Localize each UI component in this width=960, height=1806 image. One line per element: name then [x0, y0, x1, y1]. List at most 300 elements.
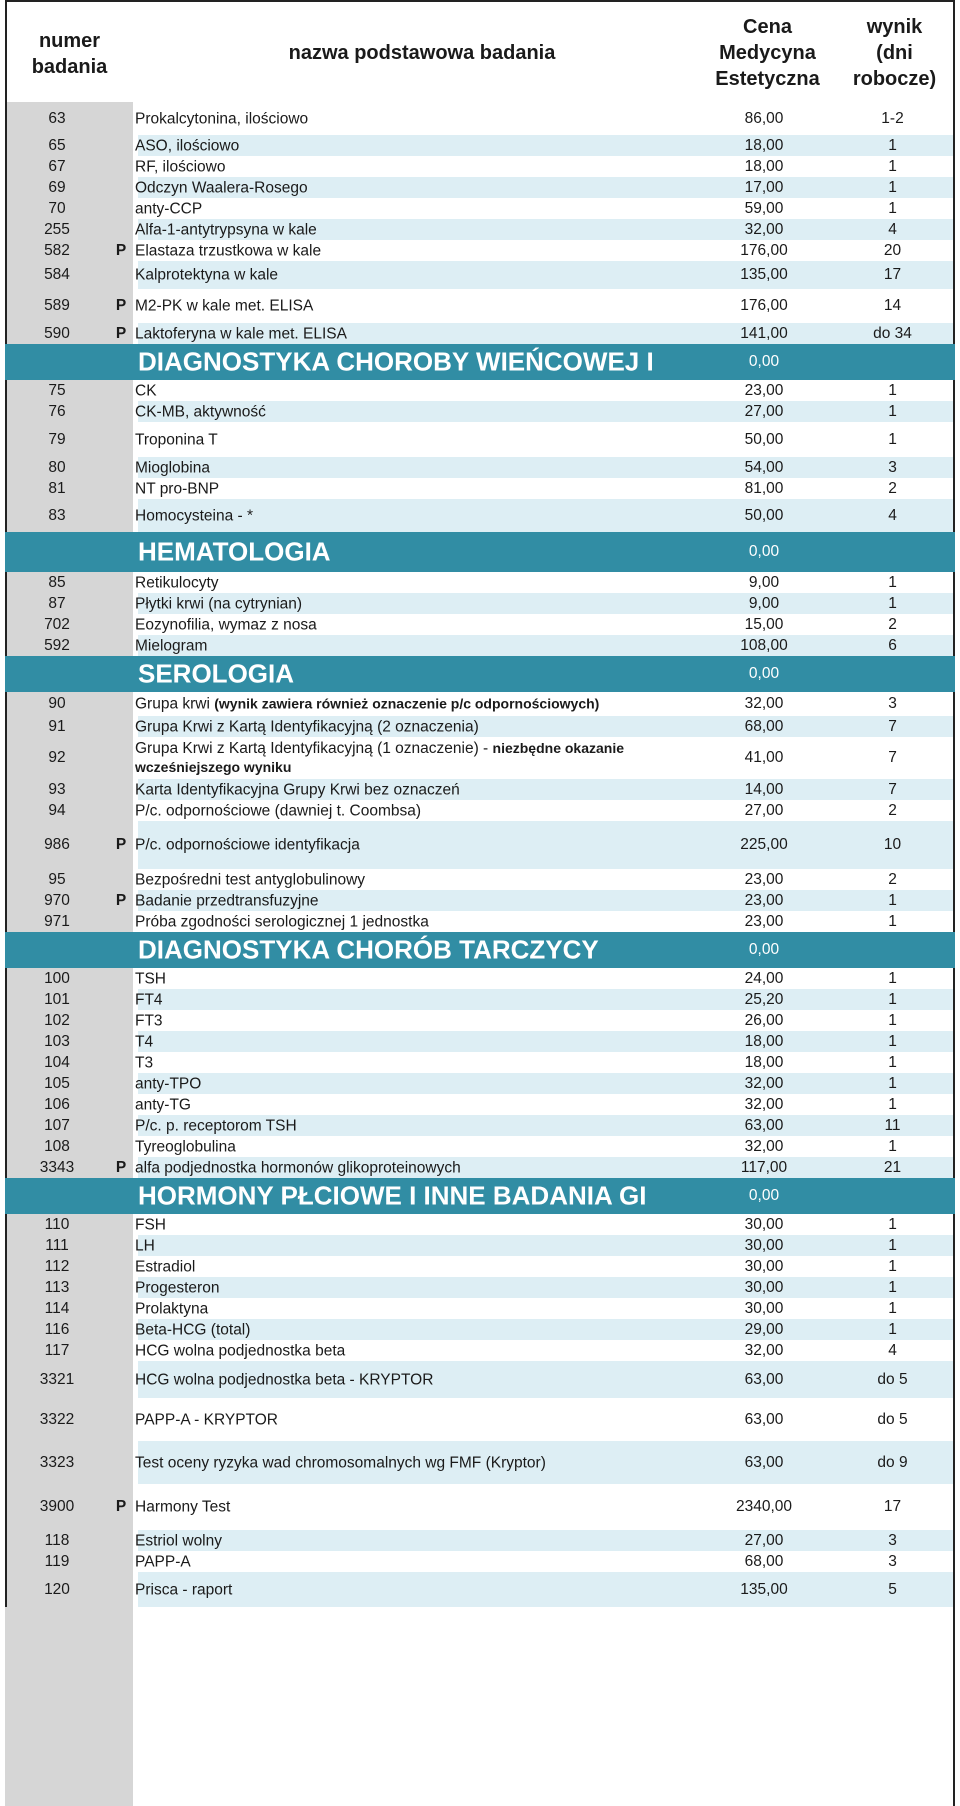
- test-name: [135, 1552, 680, 1571]
- test-name-text: T4: [135, 1033, 154, 1050]
- header-price: Cena Medycyna Estetyczna: [715, 16, 820, 90]
- result-days: 1: [888, 178, 897, 196]
- test-name: [135, 241, 680, 260]
- test-name: [135, 1320, 680, 1339]
- test-number: 94: [48, 801, 66, 819]
- test-number: 111: [45, 1236, 69, 1254]
- table-row: [5, 716, 955, 737]
- test-price: 15,00: [744, 615, 784, 633]
- test-price: 17,00: [744, 178, 784, 196]
- test-name: [135, 1236, 680, 1255]
- test-name-text: Mielogram: [135, 637, 208, 654]
- test-price: 24,00: [744, 969, 784, 987]
- test-number: 65: [48, 136, 66, 154]
- test-number: 75: [48, 381, 66, 399]
- result-days: 2: [888, 870, 897, 888]
- section-header: [5, 1178, 955, 1214]
- section-header: [5, 656, 955, 692]
- test-name-text: Test oceny ryzyka wad chromosomalnych wg FMF (Kryptor): [135, 1454, 546, 1471]
- test-name: [135, 717, 680, 736]
- test-price: 32,00: [744, 1137, 784, 1155]
- result-days: 21: [883, 1158, 902, 1176]
- test-name-text: Elastaza trzustkowa w kale: [135, 242, 322, 259]
- test-name-text: Homocysteina - *: [135, 507, 254, 524]
- test-price: 9,00: [748, 594, 780, 612]
- table-row: [5, 1157, 955, 1178]
- test-price: 30,00: [744, 1215, 784, 1233]
- test-price: 27,00: [744, 1531, 784, 1549]
- table-row: [5, 156, 955, 177]
- result-days: 17: [883, 266, 902, 283]
- test-price: 86,00: [744, 109, 784, 127]
- test-number: 70: [48, 199, 66, 217]
- test-number: 69: [48, 178, 66, 196]
- test-number: 582: [44, 241, 70, 259]
- test-number: 107: [44, 1116, 70, 1134]
- table-row: [5, 478, 955, 499]
- test-number: 76: [48, 402, 66, 420]
- test-name-text: anty-TG: [135, 1096, 191, 1113]
- test-name: [135, 1531, 680, 1550]
- test-price: 41,00: [744, 749, 784, 766]
- test-name: [135, 912, 680, 931]
- test-name-text: Prokalcytonina, ilościowo: [135, 110, 309, 127]
- result-days: 1: [888, 1236, 897, 1254]
- table-row: [5, 1010, 955, 1031]
- test-name-text: Estriol wolny: [135, 1532, 222, 1549]
- result-days: 1: [888, 1215, 897, 1233]
- test-name: [135, 1137, 680, 1156]
- test-price: 63,00: [744, 1453, 784, 1471]
- test-name: [135, 1011, 680, 1030]
- test-name-text: Badanie przedtransfuzyjne: [135, 892, 319, 909]
- test-price: 54,00: [744, 458, 784, 476]
- test-name-text: P/c. odpornościowe identyfikacja: [135, 836, 360, 854]
- table-row: [5, 1441, 955, 1484]
- test-name-text: Progesteron: [135, 1279, 220, 1296]
- table-row: [5, 911, 955, 932]
- result-days: 6: [888, 636, 897, 654]
- table-row: [5, 1319, 955, 1340]
- test-number: 986: [44, 836, 70, 853]
- test-name-text: PAPP-A - KRYPTOR: [135, 1411, 278, 1428]
- test-number: 93: [48, 780, 66, 798]
- test-note: niezbędne okazanie wcześniejszego wyniku: [135, 740, 625, 775]
- test-price: 27,00: [744, 402, 784, 420]
- test-number: 108: [44, 1137, 70, 1155]
- test-name-text: Płytki krwi (na cytrynian): [135, 595, 303, 612]
- test-price: 68,00: [744, 717, 784, 735]
- table-row: [5, 779, 955, 800]
- section-title: SEROLOGIA: [138, 658, 295, 689]
- test-name-text: P/c. odpornościowe (dawniej t. Coombsa): [135, 802, 422, 819]
- test-name-text: Karta Identyfikacyjna Grupy Krwi bez oznaczeń: [135, 781, 460, 798]
- result-days: 7: [888, 780, 897, 798]
- result-days: 1: [888, 1320, 897, 1338]
- test-number: 79: [48, 430, 66, 448]
- table-row: [5, 457, 955, 478]
- test-name-text: CK-MB, aktywność: [135, 403, 266, 420]
- test-name: [135, 1053, 680, 1072]
- test-name-text: Prolaktyna: [135, 1300, 209, 1317]
- test-price: 225,00: [740, 836, 788, 853]
- p-flag: P: [115, 1158, 127, 1176]
- test-number: 110: [44, 1215, 70, 1233]
- test-price: 23,00: [744, 912, 784, 930]
- test-price: 30,00: [744, 1278, 784, 1296]
- test-number: 101: [44, 990, 70, 1008]
- test-number: 592: [44, 636, 70, 654]
- result-days: 2: [888, 801, 897, 819]
- table-row: [5, 737, 955, 779]
- table-row: [5, 289, 955, 323]
- test-number: 584: [44, 266, 70, 283]
- table-row: [5, 821, 955, 869]
- test-name: [135, 1116, 680, 1135]
- section-value: 0,00: [748, 353, 780, 370]
- test-name: [135, 220, 680, 239]
- test-name-text: Próba zgodności serologicznej 1 jednostka: [135, 913, 429, 930]
- test-price: 27,00: [744, 801, 784, 819]
- test-price: 26,00: [744, 1011, 784, 1029]
- test-name-text: Grupa Krwi z Kartą Identyfikacyjną (2 oznaczenia): [135, 718, 479, 735]
- section-value: 0,00: [748, 1187, 780, 1204]
- test-name-text: Odczyn Waalera-Rosego: [135, 179, 308, 196]
- test-name-text: T3: [135, 1054, 154, 1071]
- table-header: [5, 0, 955, 102]
- test-price: 176,00: [740, 241, 788, 259]
- test-price: 18,00: [744, 136, 784, 154]
- test-name-text: Laktoferyna w kale met. ELISA: [135, 325, 347, 342]
- test-name: [135, 1580, 680, 1599]
- table-row: [5, 1094, 955, 1115]
- header-days: wynik (dni robocze): [852, 16, 937, 90]
- section-header: [5, 532, 955, 572]
- result-days: 1: [888, 136, 897, 154]
- result-days: 1: [888, 1278, 897, 1296]
- test-number: 113: [44, 1278, 70, 1296]
- test-price: 59,00: [744, 199, 784, 217]
- test-name: [135, 297, 680, 316]
- section-title: HEMATOLOGIA: [138, 536, 331, 567]
- test-name-text: alfa podjednostka hormonów glikoproteinowych: [135, 1159, 461, 1176]
- test-price: 23,00: [744, 381, 784, 399]
- p-flag: P: [115, 297, 127, 314]
- table-row: [5, 1530, 955, 1551]
- test-number: 119: [44, 1552, 70, 1570]
- result-days: 7: [888, 717, 897, 735]
- test-price: 14,00: [744, 780, 784, 798]
- test-name: [135, 458, 680, 477]
- test-name-text: Grupa Krwi z Kartą Identyfikacyjną (1 oznaczenie) -: [135, 740, 489, 757]
- result-days: 1: [888, 381, 897, 399]
- test-name: [135, 1095, 680, 1114]
- table-row: [5, 380, 955, 401]
- test-name-text: Tyreoglobulina: [135, 1138, 236, 1155]
- test-name: [135, 615, 680, 634]
- test-name-text: Beta-HCG (total): [135, 1321, 251, 1338]
- result-days: 1: [888, 199, 897, 217]
- test-name: [135, 1453, 680, 1472]
- result-days: 1: [888, 1299, 897, 1317]
- table-row: [5, 240, 955, 261]
- table-row: [5, 800, 955, 821]
- test-name: [135, 1074, 680, 1093]
- result-days: 1: [888, 594, 897, 612]
- test-name: [135, 266, 680, 285]
- test-price: 63,00: [744, 1116, 784, 1134]
- test-name-text: Alfa-1-antytrypsyna w kale: [135, 221, 317, 238]
- test-name: [135, 695, 680, 714]
- test-number: 3322: [39, 1410, 75, 1428]
- test-name: [135, 199, 680, 218]
- test-name-text: RF, ilościowo: [135, 158, 226, 175]
- test-name-text: Troponina T: [135, 431, 218, 448]
- test-price: 18,00: [744, 1053, 784, 1071]
- test-price: 30,00: [744, 1299, 784, 1317]
- result-days: 1: [888, 1074, 897, 1092]
- test-name-text: anty-TPO: [135, 1075, 202, 1092]
- test-price: 50,00: [744, 506, 784, 524]
- test-number: 589: [44, 297, 70, 314]
- test-name: [135, 1341, 680, 1360]
- test-price: 63,00: [744, 1370, 784, 1388]
- section-title: HORMONY PŁCIOWE I INNE BADANIA GI: [138, 1180, 647, 1211]
- test-name: [135, 891, 680, 910]
- test-number: 114: [44, 1299, 70, 1317]
- result-days: 1: [888, 912, 897, 930]
- test-number: 63: [48, 109, 66, 127]
- test-price: 135,00: [740, 266, 788, 283]
- result-days: do 5: [877, 1370, 908, 1388]
- table-row: [5, 614, 955, 635]
- test-name-text: Prisca - raport: [135, 1581, 233, 1598]
- result-days: 1: [888, 969, 897, 987]
- section-value: 0,00: [748, 941, 780, 958]
- header-number: numer badania: [31, 30, 108, 78]
- test-name: [135, 1215, 680, 1234]
- test-price: 32,00: [744, 695, 784, 712]
- test-number: 67: [48, 157, 66, 175]
- test-name: [135, 969, 680, 988]
- test-name: [135, 739, 680, 777]
- section-title: DIAGNOSTYKA CHOROBY WIEŃCOWEJ I: [138, 346, 654, 377]
- result-days: 11: [884, 1116, 901, 1134]
- section-value: 0,00: [748, 665, 780, 682]
- result-days: 1: [888, 402, 897, 420]
- table-row: [5, 593, 955, 614]
- test-price: 135,00: [740, 1580, 788, 1598]
- test-price: 32,00: [744, 220, 784, 238]
- table-row: [5, 1235, 955, 1256]
- section-value: 0,00: [748, 543, 780, 560]
- test-name: [135, 636, 680, 655]
- test-price: 81,00: [744, 479, 784, 497]
- test-price: 2340,00: [735, 1498, 793, 1515]
- table-bottom-fill: [5, 1607, 133, 1806]
- result-days: 3: [888, 1531, 897, 1549]
- test-price: 25,20: [744, 990, 784, 1008]
- table-row: [5, 1572, 955, 1607]
- test-price: 108,00: [740, 636, 788, 654]
- test-price: 23,00: [744, 891, 784, 909]
- test-number: 3321: [39, 1370, 75, 1388]
- result-days: 2: [888, 479, 897, 497]
- test-name-text: P/c. p. receptorom TSH: [135, 1117, 297, 1134]
- test-name: [135, 1158, 680, 1177]
- table-row: [5, 869, 955, 890]
- result-days: 1: [888, 1053, 897, 1071]
- test-number: 92: [48, 749, 66, 766]
- test-price: 30,00: [744, 1236, 784, 1254]
- table-row: [5, 1551, 955, 1572]
- test-note: (wynik zawiera również oznaczenie p/c odpornościowych): [214, 695, 600, 712]
- test-name-text: HCG wolna podjednostka beta - KRYPTOR: [135, 1371, 434, 1388]
- table-row: [5, 102, 955, 135]
- table-row: [5, 692, 955, 716]
- test-name: [135, 1498, 680, 1517]
- result-days: 3: [888, 458, 897, 476]
- test-name: [135, 109, 680, 128]
- table-row: [5, 1484, 955, 1530]
- test-number: 80: [48, 458, 66, 476]
- table-row: [5, 890, 955, 911]
- result-days: 1: [888, 891, 897, 909]
- test-name: [135, 430, 680, 449]
- test-number: 105: [44, 1074, 70, 1092]
- test-name: [135, 1278, 680, 1297]
- result-days: 1: [888, 990, 897, 1008]
- test-number: 116: [44, 1320, 70, 1338]
- test-name: [135, 1032, 680, 1051]
- test-number: 112: [44, 1257, 70, 1275]
- table-row: [5, 1256, 955, 1277]
- test-price: 32,00: [744, 1095, 784, 1113]
- table-row: [5, 1277, 955, 1298]
- test-name: [135, 1299, 680, 1318]
- test-number: 3323: [39, 1453, 75, 1471]
- table-row: [5, 422, 955, 457]
- test-name-text: FT4: [135, 991, 163, 1008]
- test-number: 81: [48, 479, 66, 497]
- result-days: 3: [888, 695, 897, 712]
- test-number: 87: [48, 594, 66, 612]
- test-name-text: M2-PK w kale met. ELISA: [135, 297, 314, 315]
- test-price: 29,00: [744, 1320, 784, 1338]
- result-days: 1: [888, 430, 897, 448]
- test-name-text: anty-CCP: [135, 200, 203, 217]
- test-name-text: PAPP-A: [135, 1553, 191, 1570]
- test-name-text: Retikulocyty: [135, 574, 219, 591]
- table-row: [5, 1052, 955, 1073]
- section-header: [5, 344, 955, 380]
- test-price: 9,00: [748, 573, 780, 591]
- table-row: [5, 1115, 955, 1136]
- result-days: 1: [888, 1011, 897, 1029]
- test-number: 590: [44, 324, 70, 342]
- test-name-text: Kalprotektyna w kale: [135, 266, 279, 284]
- test-name-text: Bezpośredni test antyglobulinowy: [135, 871, 366, 888]
- test-name: [135, 324, 680, 343]
- table-row: [5, 177, 955, 198]
- result-days: do 34: [873, 324, 912, 342]
- test-name-text: FT3: [135, 1012, 163, 1029]
- result-days: 1: [888, 1257, 897, 1275]
- test-name-text: Mioglobina: [135, 459, 210, 476]
- result-days: 3: [888, 1552, 897, 1570]
- test-number: 104: [44, 1053, 70, 1071]
- table-row: [5, 1136, 955, 1157]
- result-days: 2: [888, 615, 897, 633]
- table-row: [5, 261, 955, 289]
- result-days: 20: [883, 241, 902, 259]
- table-row: [5, 1073, 955, 1094]
- p-flag: P: [115, 891, 127, 909]
- test-name: [135, 506, 680, 525]
- result-days: 4: [888, 220, 897, 238]
- section-header: [5, 932, 955, 968]
- test-name-text: HCG wolna podjednostka beta: [135, 1342, 346, 1359]
- test-number: 85: [48, 573, 66, 591]
- p-flag: P: [115, 241, 127, 259]
- test-number: 102: [44, 1011, 70, 1029]
- test-number: 90: [48, 695, 66, 712]
- table-row: [5, 635, 955, 656]
- result-days: 17: [883, 1498, 902, 1515]
- test-name: [135, 157, 680, 176]
- test-price: 63,00: [744, 1410, 784, 1428]
- table-row: [5, 1361, 955, 1398]
- section-title: DIAGNOSTYKA CHORÓB TARCZYCY: [138, 934, 599, 965]
- result-days: 1: [888, 157, 897, 175]
- table-row: [5, 499, 955, 532]
- test-name-text: TSH: [135, 970, 166, 987]
- result-days: do 9: [877, 1453, 908, 1471]
- test-name: [135, 136, 680, 155]
- test-price: 30,00: [744, 1257, 784, 1275]
- result-days: 7: [888, 749, 897, 766]
- test-price: 23,00: [744, 870, 784, 888]
- table-row: [5, 198, 955, 219]
- test-name-text: NT pro-BNP: [135, 480, 220, 497]
- test-number: 3343: [39, 1158, 75, 1176]
- table-row: [5, 401, 955, 422]
- table-row: [5, 1298, 955, 1319]
- test-number: 255: [44, 220, 70, 238]
- table-row: [5, 1398, 955, 1441]
- test-number: 117: [44, 1341, 70, 1359]
- test-number: 91: [48, 717, 66, 735]
- test-name: [135, 1370, 680, 1389]
- test-name-text: CK: [135, 382, 157, 399]
- table-row: [5, 1031, 955, 1052]
- result-days: do 5: [877, 1410, 908, 1428]
- result-days: 1: [888, 1137, 897, 1155]
- test-price: 18,00: [744, 1032, 784, 1050]
- result-days: 1-2: [881, 109, 904, 127]
- result-days: 1: [888, 1095, 897, 1113]
- test-price: 32,00: [744, 1074, 784, 1092]
- table-row: [5, 572, 955, 593]
- test-price: 141,00: [740, 324, 788, 342]
- result-days: 4: [888, 1341, 897, 1359]
- p-flag: P: [115, 1498, 127, 1515]
- result-days: 10: [883, 836, 902, 853]
- test-number: 103: [44, 1032, 70, 1050]
- test-name: [135, 594, 680, 613]
- result-days: 5: [888, 1580, 897, 1598]
- test-name-text: LH: [135, 1237, 155, 1254]
